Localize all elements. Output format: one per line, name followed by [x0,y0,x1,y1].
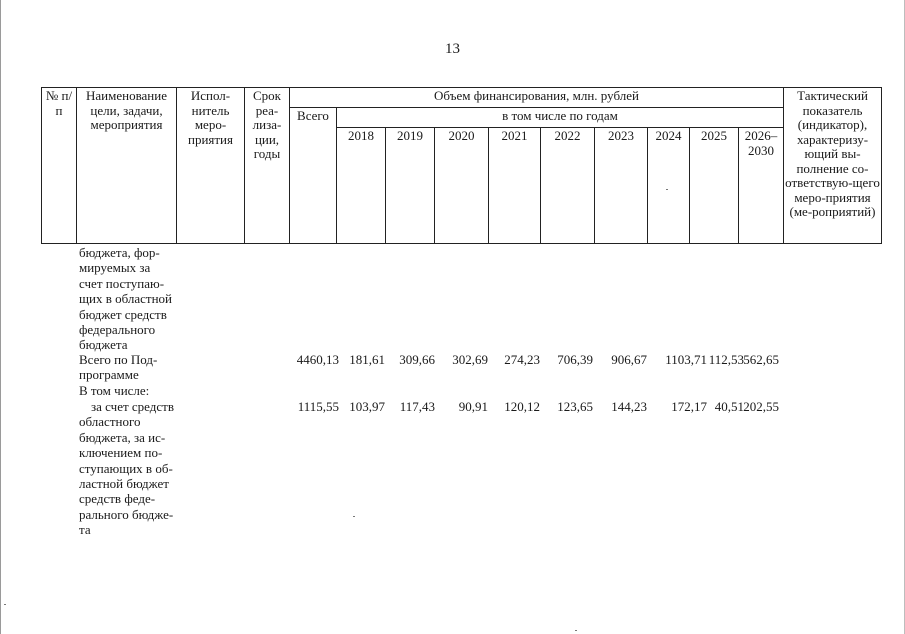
scan-speck [4,604,6,605]
value-2018: 103,97 [349,399,385,414]
regional-row-values [0,399,905,415]
header-by-years: в том числе по годам [337,108,784,128]
text-line: рального бюдже- [79,506,174,522]
text-line: федерального [79,322,156,338]
value-2026-2030: 562,65 [743,352,779,367]
text-line: бюджет средств [79,306,167,322]
header-funding: Объем финансирования, млн. рублей [290,88,784,108]
page-left-edge [0,0,1,634]
text-line: за счет средств [91,399,174,414]
text-line: та [79,522,91,538]
header-name: Наименование цели, задачи, мероприятия [77,88,177,244]
including-label: В том числе: [79,383,150,398]
header-year: 2022 [541,128,595,244]
text-line: Всего по Под- [79,352,158,367]
value-2021: 120,12 [504,399,540,414]
text-line: средств феде- [79,491,156,507]
total-row-values [0,352,905,368]
text-line: щих в областной [79,291,173,307]
scan-speck [353,516,355,517]
header-year: 2025 [690,128,739,244]
value-2021: 274,23 [504,352,540,367]
value-2025: 112,53 [708,352,744,367]
text-line: программе [79,367,139,383]
value-2018: 181,61 [349,352,385,367]
scan-speck [666,189,668,190]
value-2020: 90,91 [458,399,488,414]
header-year: 2024 [648,128,690,244]
continuation-text [79,245,189,353]
header-total: Всего [290,108,337,244]
value-2023: 144,23 [611,399,647,414]
header-no: № п/п [42,88,77,244]
scan-speck [575,630,577,631]
text-line: мируемых за [79,260,151,276]
value-total: 1115,55 [297,399,339,414]
text-line: бюджета, фор- [79,245,160,260]
value-2022: 706,39 [557,352,593,367]
value-2020: 302,69 [452,352,488,367]
text-line: областного [79,414,141,430]
text-line: ступающих в об- [79,460,173,476]
value-2024: 172,17 [671,399,707,414]
text-line: бюджета, за ис- [79,429,166,445]
value-2019: 309,66 [399,352,435,367]
text-line: ключением по- [79,445,163,461]
text-line: ластной бюджет [79,476,169,492]
value-2023: 906,67 [611,352,647,367]
header-year: 2019 [386,128,435,244]
value-2024: 1103,71 [665,352,707,367]
table-header [41,87,882,244]
header-year: 2026–2030 [739,128,784,244]
regional-row-label [79,399,189,538]
header-year: 2020 [435,128,489,244]
value-2019: 117,43 [399,399,435,414]
page-number: 13 [445,41,460,57]
header-period: Срок реа-лиза-ции, годы [245,88,290,244]
header-year: 2018 [337,128,386,244]
header-indicator: Тактический показатель (индикатор), характеризу-ющий вы-полнение со-ответствую-щего меро-приятия (ме-роприятий) [784,88,882,244]
value-2026-2030: 202,55 [743,399,779,414]
text-line: счет поступаю- [79,275,165,291]
value-2025: 40,51 [714,399,744,414]
value-total: 4460,13 [296,352,339,367]
value-2022: 123,65 [557,399,593,414]
header-year: 2023 [595,128,648,244]
header-year: 2021 [489,128,541,244]
text-line: бюджета [79,337,128,353]
header-executor: Испол-нитель меро-приятия [177,88,245,244]
